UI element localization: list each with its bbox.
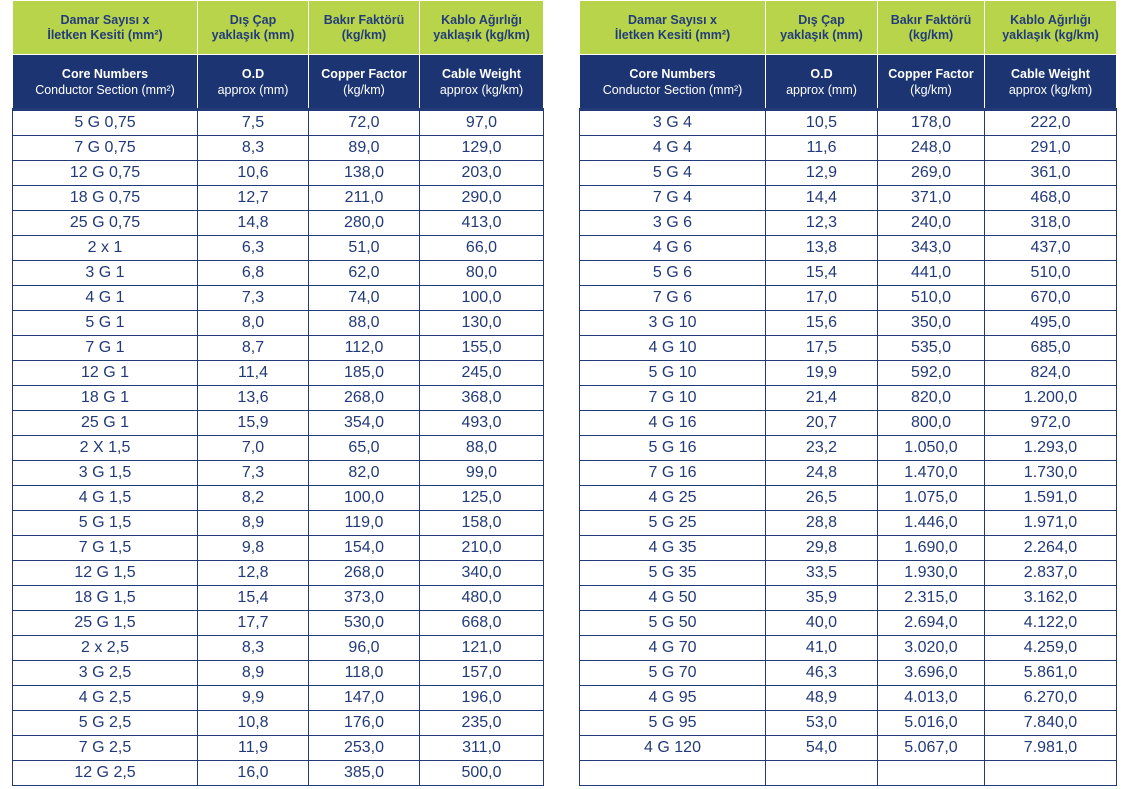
- od-cell: 8,3: [198, 636, 309, 661]
- table-row: [580, 261, 1117, 286]
- core-section-cell: 5 G 16: [580, 436, 766, 461]
- header-od-tr: Dış Çap yaklaşık (mm): [198, 1, 309, 55]
- cable-weight-cell: 500,0: [420, 761, 544, 786]
- table-row: [580, 361, 1117, 386]
- od-cell: 15,9: [198, 411, 309, 436]
- core-section-cell: 4 G 120: [580, 736, 766, 761]
- core-section-cell: 3 G 2,5: [13, 661, 198, 686]
- table-row: [13, 486, 544, 511]
- table-row: [580, 511, 1117, 536]
- od-cell: 7,3: [198, 461, 309, 486]
- cable-weight-cell: 97,0: [420, 110, 544, 136]
- core-section-cell: 5 G 10: [580, 361, 766, 386]
- cable-weight-cell: 157,0: [420, 661, 544, 686]
- cable-weight-cell: 413,0: [420, 211, 544, 236]
- cable-weight-cell: 510,0: [985, 261, 1117, 286]
- table-row: [580, 336, 1117, 361]
- copper-factor-cell: 2.694,0: [878, 611, 985, 636]
- core-section-cell: 5 G 1,5: [13, 511, 198, 536]
- od-cell: 40,0: [766, 611, 878, 636]
- table-row: [13, 411, 544, 436]
- copper-factor-cell: 441,0: [878, 261, 985, 286]
- cable-weight-cell: 80,0: [420, 261, 544, 286]
- table-row: [13, 636, 544, 661]
- cable-weight-cell: 2.837,0: [985, 561, 1117, 586]
- copper-factor-cell: 178,0: [878, 110, 985, 136]
- copper-factor-cell: 51,0: [309, 236, 420, 261]
- od-cell: 7,5: [198, 110, 309, 136]
- cable-weight-cell: 66,0: [420, 236, 544, 261]
- od-cell: 13,8: [766, 236, 878, 261]
- core-section-cell: 4 G 35: [580, 536, 766, 561]
- cable-weight-cell: 99,0: [420, 461, 544, 486]
- od-cell: 12,3: [766, 211, 878, 236]
- table-row: [580, 586, 1117, 611]
- core-section-cell: 3 G 10: [580, 311, 766, 336]
- core-section-cell: 5 G 1: [13, 311, 198, 336]
- cable-weight-cell: 129,0: [420, 136, 544, 161]
- od-cell: [766, 761, 878, 786]
- copper-factor-cell: 1.446,0: [878, 511, 985, 536]
- od-cell: 11,4: [198, 361, 309, 386]
- core-section-cell: 3 G 6: [580, 211, 766, 236]
- cable-weight-cell: 158,0: [420, 511, 544, 536]
- od-cell: 12,8: [198, 561, 309, 586]
- header-row-turkish: [13, 1, 544, 55]
- table-row: [580, 236, 1117, 261]
- table-row: [13, 311, 544, 336]
- od-cell: 13,6: [198, 386, 309, 411]
- header-core-section-en: Core Numbers Conductor Section (mm²): [580, 55, 766, 110]
- table-row: [580, 436, 1117, 461]
- cable-weight-cell: 670,0: [985, 286, 1117, 311]
- od-cell: 8,9: [198, 661, 309, 686]
- table-row: [13, 186, 544, 211]
- cable-weight-cell: 155,0: [420, 336, 544, 361]
- core-section-cell: 5 G 70: [580, 661, 766, 686]
- header-copper-factor-tr: Bakır Faktörü (kg/km): [309, 1, 420, 55]
- cable-weight-cell: 493,0: [420, 411, 544, 436]
- copper-factor-cell: 112,0: [309, 336, 420, 361]
- cable-weight-cell: 495,0: [985, 311, 1117, 336]
- copper-factor-cell: 268,0: [309, 561, 420, 586]
- table-row: [13, 236, 544, 261]
- core-section-cell: 7 G 1,5: [13, 536, 198, 561]
- copper-factor-cell: 820,0: [878, 386, 985, 411]
- table-row: [13, 461, 544, 486]
- copper-factor-cell: 1.050,0: [878, 436, 985, 461]
- table-row: [580, 186, 1117, 211]
- copper-factor-cell: 119,0: [309, 511, 420, 536]
- table-row: [13, 336, 544, 361]
- table-row: [580, 686, 1117, 711]
- copper-factor-cell: 5.016,0: [878, 711, 985, 736]
- cable-weight-cell: 2.264,0: [985, 536, 1117, 561]
- core-section-cell: 3 G 1,5: [13, 461, 198, 486]
- core-section-cell: 5 G 35: [580, 561, 766, 586]
- core-section-cell: 4 G 95: [580, 686, 766, 711]
- cable-weight-cell: 437,0: [985, 236, 1117, 261]
- cable-weight-cell: 340,0: [420, 561, 544, 586]
- core-section-cell: 5 G 95: [580, 711, 766, 736]
- table-row: [13, 386, 544, 411]
- copper-factor-cell: 280,0: [309, 211, 420, 236]
- table-row: [13, 211, 544, 236]
- copper-factor-cell: 1.470,0: [878, 461, 985, 486]
- copper-factor-cell: 530,0: [309, 611, 420, 636]
- cable-weight-cell: 130,0: [420, 311, 544, 336]
- od-cell: 10,8: [198, 711, 309, 736]
- core-section-cell: 25 G 1: [13, 411, 198, 436]
- od-cell: 7,3: [198, 286, 309, 311]
- copper-factor-cell: 371,0: [878, 186, 985, 211]
- copper-factor-cell: 350,0: [878, 311, 985, 336]
- copper-factor-cell: 373,0: [309, 586, 420, 611]
- table-row: [13, 561, 544, 586]
- od-cell: 14,4: [766, 186, 878, 211]
- cable-weight-cell: 480,0: [420, 586, 544, 611]
- core-section-cell: 5 G 25: [580, 511, 766, 536]
- copper-factor-cell: 240,0: [878, 211, 985, 236]
- copper-factor-cell: 154,0: [309, 536, 420, 561]
- cable-weight-cell: 1.591,0: [985, 486, 1117, 511]
- header-row-english: [580, 55, 1117, 110]
- od-cell: 19,9: [766, 361, 878, 386]
- copper-factor-cell: 1.690,0: [878, 536, 985, 561]
- copper-factor-cell: 88,0: [309, 311, 420, 336]
- core-section-cell: 7 G 0,75: [13, 136, 198, 161]
- core-section-cell: 4 G 2,5: [13, 686, 198, 711]
- od-cell: 8,3: [198, 136, 309, 161]
- table-row: [13, 536, 544, 561]
- cable-weight-cell: 291,0: [985, 136, 1117, 161]
- cable-weight-cell: 5.861,0: [985, 661, 1117, 686]
- core-section-cell: 3 G 4: [580, 110, 766, 136]
- copper-factor-cell: 248,0: [878, 136, 985, 161]
- cable-weight-cell: 203,0: [420, 161, 544, 186]
- cable-weight-cell: [985, 761, 1117, 786]
- od-cell: 12,9: [766, 161, 878, 186]
- core-section-cell: 5 G 0,75: [13, 110, 198, 136]
- table-row: [13, 261, 544, 286]
- header-od-tr: Dış Çap yaklaşık (mm): [766, 1, 878, 55]
- copper-factor-cell: 3.696,0: [878, 661, 985, 686]
- od-cell: 24,8: [766, 461, 878, 486]
- od-cell: 10,5: [766, 110, 878, 136]
- core-section-cell: 18 G 0,75: [13, 186, 198, 211]
- od-cell: 15,4: [198, 586, 309, 611]
- copper-factor-cell: 3.020,0: [878, 636, 985, 661]
- header-copper-factor-tr: Bakır Faktörü (kg/km): [878, 1, 985, 55]
- core-section-cell: 2 x 2,5: [13, 636, 198, 661]
- table-row: [580, 461, 1117, 486]
- od-cell: 8,9: [198, 511, 309, 536]
- core-section-cell: 12 G 0,75: [13, 161, 198, 186]
- copper-factor-cell: 89,0: [309, 136, 420, 161]
- cable-weight-cell: 1.200,0: [985, 386, 1117, 411]
- core-section-cell: 12 G 1,5: [13, 561, 198, 586]
- table-row: [580, 636, 1117, 661]
- od-cell: 17,7: [198, 611, 309, 636]
- copper-factor-cell: 385,0: [309, 761, 420, 786]
- copper-factor-cell: 118,0: [309, 661, 420, 686]
- od-cell: 14,8: [198, 211, 309, 236]
- copper-factor-cell: 535,0: [878, 336, 985, 361]
- table-row: [580, 736, 1117, 761]
- cable-weight-cell: 290,0: [420, 186, 544, 211]
- core-section-cell: 5 G 4: [580, 161, 766, 186]
- header-row-turkish: [580, 1, 1117, 55]
- od-cell: 8,7: [198, 336, 309, 361]
- table-row: [580, 110, 1117, 136]
- core-section-cell: 12 G 2,5: [13, 761, 198, 786]
- copper-factor-cell: 343,0: [878, 236, 985, 261]
- od-cell: 8,0: [198, 311, 309, 336]
- core-section-cell: 4 G 1,5: [13, 486, 198, 511]
- od-cell: 15,4: [766, 261, 878, 286]
- table-row: [580, 611, 1117, 636]
- table-row: [580, 311, 1117, 336]
- copper-factor-cell: 4.013,0: [878, 686, 985, 711]
- core-section-cell: 4 G 6: [580, 236, 766, 261]
- core-section-cell: 7 G 16: [580, 461, 766, 486]
- core-section-cell: 4 G 50: [580, 586, 766, 611]
- core-section-cell: 4 G 25: [580, 486, 766, 511]
- od-cell: 12,7: [198, 186, 309, 211]
- cable-weight-cell: 210,0: [420, 536, 544, 561]
- header-cable-weight-tr: Kablo Ağırlığı yaklaşık (kg/km): [420, 1, 544, 55]
- core-section-cell: 2 x 1: [13, 236, 198, 261]
- cable-weight-cell: 196,0: [420, 686, 544, 711]
- cable-weight-cell: 100,0: [420, 286, 544, 311]
- core-section-cell: 25 G 0,75: [13, 211, 198, 236]
- copper-factor-cell: 100,0: [309, 486, 420, 511]
- copper-factor-cell: 800,0: [878, 411, 985, 436]
- table-body-right: [580, 110, 1117, 786]
- header-od-en: O.D approx (mm): [198, 55, 309, 110]
- table-row: [580, 561, 1117, 586]
- table-row: [580, 161, 1117, 186]
- cable-weight-cell: 3.162,0: [985, 586, 1117, 611]
- cable-weight-cell: 6.270,0: [985, 686, 1117, 711]
- cable-weight-cell: 1.971,0: [985, 511, 1117, 536]
- header-cable-weight-tr: Kablo Ağırlığı yaklaşık (kg/km): [985, 1, 1117, 55]
- od-cell: 21,4: [766, 386, 878, 411]
- table-row: [13, 686, 544, 711]
- table-row: [13, 286, 544, 311]
- core-section-cell: [580, 761, 766, 786]
- core-section-cell: 7 G 1: [13, 336, 198, 361]
- cable-weight-cell: 4.122,0: [985, 611, 1117, 636]
- od-cell: 16,0: [198, 761, 309, 786]
- core-section-cell: 25 G 1,5: [13, 611, 198, 636]
- core-section-cell: 7 G 6: [580, 286, 766, 311]
- cable-weight-cell: 311,0: [420, 736, 544, 761]
- header-cable-weight-en: Cable Weight approx (kg/km): [985, 55, 1117, 110]
- copper-factor-cell: 592,0: [878, 361, 985, 386]
- header-core-section-tr: Damar Sayısı x İletken Kesiti (mm²): [13, 1, 198, 55]
- table-row: [13, 586, 544, 611]
- core-section-cell: 5 G 2,5: [13, 711, 198, 736]
- copper-factor-cell: 74,0: [309, 286, 420, 311]
- copper-factor-cell: 510,0: [878, 286, 985, 311]
- od-cell: 6,3: [198, 236, 309, 261]
- table-row: [580, 711, 1117, 736]
- table-row: [580, 661, 1117, 686]
- od-cell: 17,5: [766, 336, 878, 361]
- od-cell: 26,5: [766, 486, 878, 511]
- table-row: [580, 286, 1117, 311]
- copper-factor-cell: 138,0: [309, 161, 420, 186]
- core-section-cell: 5 G 50: [580, 611, 766, 636]
- cable-weight-cell: 368,0: [420, 386, 544, 411]
- cable-table-right: [579, 0, 1117, 786]
- table-row: [580, 761, 1117, 786]
- core-section-cell: 7 G 4: [580, 186, 766, 211]
- od-cell: 11,9: [198, 736, 309, 761]
- od-cell: 9,9: [198, 686, 309, 711]
- cable-weight-cell: 245,0: [420, 361, 544, 386]
- copper-factor-cell: 82,0: [309, 461, 420, 486]
- table-row: [580, 386, 1117, 411]
- core-section-cell: 18 G 1: [13, 386, 198, 411]
- od-cell: 54,0: [766, 736, 878, 761]
- table-row: [13, 361, 544, 386]
- cable-weight-cell: 468,0: [985, 186, 1117, 211]
- core-section-cell: 3 G 1: [13, 261, 198, 286]
- copper-factor-cell: 147,0: [309, 686, 420, 711]
- copper-factor-cell: 176,0: [309, 711, 420, 736]
- od-cell: 7,0: [198, 436, 309, 461]
- table-row: [13, 511, 544, 536]
- cable-table-left: [12, 0, 544, 786]
- copper-factor-cell: 185,0: [309, 361, 420, 386]
- core-section-cell: 4 G 16: [580, 411, 766, 436]
- core-section-cell: 5 G 6: [580, 261, 766, 286]
- core-section-cell: 2 X 1,5: [13, 436, 198, 461]
- cable-weight-cell: 125,0: [420, 486, 544, 511]
- header-od-en: O.D approx (mm): [766, 55, 878, 110]
- od-cell: 48,9: [766, 686, 878, 711]
- table-row: [580, 136, 1117, 161]
- cable-weight-cell: 222,0: [985, 110, 1117, 136]
- copper-factor-cell: 2.315,0: [878, 586, 985, 611]
- table-row: [13, 611, 544, 636]
- cable-weight-cell: 7.981,0: [985, 736, 1117, 761]
- core-section-cell: 4 G 1: [13, 286, 198, 311]
- cable-weight-cell: 824,0: [985, 361, 1117, 386]
- od-cell: 8,2: [198, 486, 309, 511]
- copper-factor-cell: 253,0: [309, 736, 420, 761]
- table-row: [13, 436, 544, 461]
- od-cell: 29,8: [766, 536, 878, 561]
- copper-factor-cell: 354,0: [309, 411, 420, 436]
- copper-factor-cell: 72,0: [309, 110, 420, 136]
- cable-weight-cell: 361,0: [985, 161, 1117, 186]
- cable-weight-cell: 4.259,0: [985, 636, 1117, 661]
- copper-factor-cell: 1.075,0: [878, 486, 985, 511]
- cable-weight-cell: 121,0: [420, 636, 544, 661]
- core-section-cell: 4 G 4: [580, 136, 766, 161]
- table-row: [13, 711, 544, 736]
- core-section-cell: 7 G 2,5: [13, 736, 198, 761]
- copper-factor-cell: 62,0: [309, 261, 420, 286]
- od-cell: 41,0: [766, 636, 878, 661]
- od-cell: 11,6: [766, 136, 878, 161]
- copper-factor-cell: [878, 761, 985, 786]
- table-row: [580, 536, 1117, 561]
- core-section-cell: 12 G 1: [13, 361, 198, 386]
- header-copper-factor-en: Copper Factor (kg/km): [309, 55, 420, 110]
- cable-weight-cell: 1.293,0: [985, 436, 1117, 461]
- header-core-section-tr: Damar Sayısı x İletken Kesiti (mm²): [580, 1, 766, 55]
- cable-weight-cell: 1.730,0: [985, 461, 1117, 486]
- copper-factor-cell: 96,0: [309, 636, 420, 661]
- core-section-cell: 4 G 10: [580, 336, 766, 361]
- cable-weight-cell: 88,0: [420, 436, 544, 461]
- table-row: [580, 211, 1117, 236]
- cable-weight-cell: 972,0: [985, 411, 1117, 436]
- od-cell: 35,9: [766, 586, 878, 611]
- od-cell: 17,0: [766, 286, 878, 311]
- copper-factor-cell: 211,0: [309, 186, 420, 211]
- od-cell: 23,2: [766, 436, 878, 461]
- header-core-section-en: Core Numbers Conductor Section (mm²): [13, 55, 198, 110]
- core-section-cell: 18 G 1,5: [13, 586, 198, 611]
- od-cell: 10,6: [198, 161, 309, 186]
- copper-factor-cell: 65,0: [309, 436, 420, 461]
- header-cable-weight-en: Cable Weight approx (kg/km): [420, 55, 544, 110]
- copper-factor-cell: 269,0: [878, 161, 985, 186]
- od-cell: 15,6: [766, 311, 878, 336]
- table-row: [13, 761, 544, 786]
- table-row: [580, 486, 1117, 511]
- cable-weight-cell: 235,0: [420, 711, 544, 736]
- table-row: [13, 110, 544, 136]
- copper-factor-cell: 5.067,0: [878, 736, 985, 761]
- table-row: [13, 136, 544, 161]
- od-cell: 46,3: [766, 661, 878, 686]
- cable-weight-cell: 685,0: [985, 336, 1117, 361]
- od-cell: 20,7: [766, 411, 878, 436]
- od-cell: 6,8: [198, 261, 309, 286]
- header-copper-factor-en: Copper Factor (kg/km): [878, 55, 985, 110]
- table-row: [13, 661, 544, 686]
- od-cell: 28,8: [766, 511, 878, 536]
- table-body-left: [13, 110, 544, 786]
- header-row-english: [13, 55, 544, 110]
- cable-weight-cell: 668,0: [420, 611, 544, 636]
- cable-weight-cell: 318,0: [985, 211, 1117, 236]
- od-cell: 9,8: [198, 536, 309, 561]
- table-row: [580, 411, 1117, 436]
- core-section-cell: 4 G 70: [580, 636, 766, 661]
- copper-factor-cell: 1.930,0: [878, 561, 985, 586]
- od-cell: 53,0: [766, 711, 878, 736]
- cable-weight-cell: 7.840,0: [985, 711, 1117, 736]
- core-section-cell: 7 G 10: [580, 386, 766, 411]
- od-cell: 33,5: [766, 561, 878, 586]
- table-row: [13, 736, 544, 761]
- copper-factor-cell: 268,0: [309, 386, 420, 411]
- table-row: [13, 161, 544, 186]
